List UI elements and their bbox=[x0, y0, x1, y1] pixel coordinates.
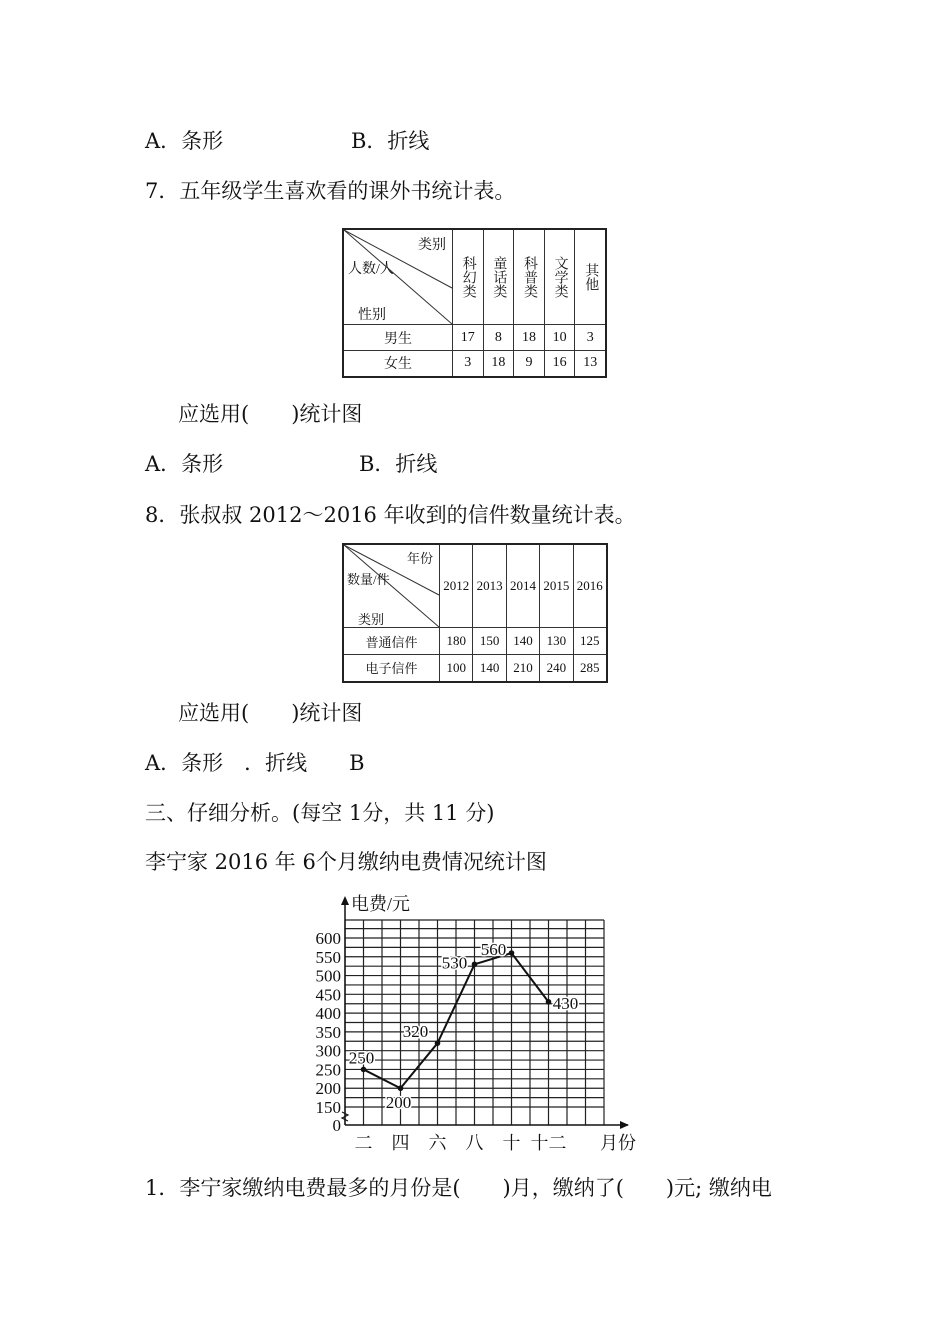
y-tick-label: 0 bbox=[332, 1116, 341, 1135]
x-tick-label: 八 bbox=[465, 1133, 484, 1153]
table-cell: 240 bbox=[540, 655, 573, 682]
q8-col-header: 2015 bbox=[540, 544, 573, 628]
data-point bbox=[435, 1040, 441, 1046]
table-cell: 9 bbox=[514, 351, 545, 377]
q7-corner-top: 类别 bbox=[418, 238, 446, 253]
data-label: 200 bbox=[385, 1093, 412, 1113]
x-tick-label: 十二 bbox=[530, 1133, 567, 1153]
chart-svg bbox=[300, 890, 650, 1160]
q8-col-header: 2014 bbox=[506, 544, 539, 628]
q8-col-header: 2013 bbox=[473, 544, 506, 628]
q8-corner-top: 年份 bbox=[406, 551, 433, 566]
q8-corner-bottom: 类别 bbox=[358, 612, 385, 627]
table-cell: 100 bbox=[440, 655, 473, 682]
q7-col-header: 童话类 bbox=[483, 229, 514, 325]
q1-text: 1．李宁家缴纳电费最多的月份是( )月，缴纳了( )元; 缴纳电 bbox=[145, 1176, 772, 1200]
q8-col-header: 2016 bbox=[573, 544, 607, 628]
y-tick-label: 500 bbox=[315, 966, 341, 986]
q6-option-a: A．条形 bbox=[145, 129, 224, 153]
q7-corner-bottom: 性别 bbox=[358, 308, 386, 323]
y-tick-label: 150 bbox=[315, 1098, 341, 1117]
x-tick-label: 六 bbox=[428, 1133, 447, 1153]
table-cell: 18 bbox=[483, 351, 514, 377]
y-tick-label: 400 bbox=[315, 1004, 341, 1024]
q8-corner-mid: 数量/件 bbox=[347, 572, 390, 587]
y-tick-label: 350 bbox=[315, 1022, 341, 1042]
q7-prompt: 应选用( )统计图 bbox=[178, 402, 363, 426]
data-label: 320 bbox=[402, 1022, 429, 1042]
q7-corner-header bbox=[343, 229, 453, 325]
q7-col-header: 科普类 bbox=[514, 229, 545, 325]
y-tick-label: 250 bbox=[315, 1060, 341, 1080]
data-label: 560 bbox=[480, 940, 507, 960]
table-row bbox=[343, 655, 607, 682]
q8-table bbox=[342, 543, 608, 683]
y-tick-label: 200 bbox=[315, 1079, 341, 1099]
q7-corner-mid: 人数/人 bbox=[348, 262, 394, 277]
q8-prompt: 应选用( )统计图 bbox=[178, 701, 363, 725]
section-heading: 三、仔细分析。(每空 1分，共 11 分) bbox=[145, 801, 495, 825]
row-label: 女生 bbox=[343, 351, 453, 377]
table-cell: 210 bbox=[506, 655, 539, 682]
table-cell: 8 bbox=[483, 325, 514, 351]
table-cell: 3 bbox=[575, 325, 606, 351]
row-label: 普通信件 bbox=[343, 628, 440, 655]
x-tick-label: 四 bbox=[391, 1133, 410, 1153]
axis-break-icon bbox=[342, 1112, 348, 1121]
chart-title: 李宁家 2016 年 6个月缴纳电费情况统计图 bbox=[145, 850, 547, 874]
q7-col-header: 其他 bbox=[575, 229, 606, 325]
y-tick-label: 450 bbox=[315, 985, 341, 1005]
data-point bbox=[546, 999, 552, 1005]
table-cell: 125 bbox=[573, 628, 607, 655]
electricity-chart bbox=[300, 890, 650, 1160]
x-axis-arrow bbox=[620, 1121, 629, 1129]
table-row bbox=[343, 351, 606, 377]
q8-options: A．条形 ．折线 B bbox=[145, 751, 365, 775]
data-label: 530 bbox=[441, 953, 468, 973]
x-tick-label: 二 bbox=[354, 1133, 373, 1153]
q6-option-b: B．折线 bbox=[351, 129, 430, 153]
x-tick-label: 十 bbox=[502, 1133, 521, 1153]
table-cell: 180 bbox=[440, 628, 473, 655]
table-cell: 3 bbox=[453, 351, 484, 377]
q7-title: 7．五年级学生喜欢看的课外书统计表。 bbox=[145, 179, 516, 203]
q7-col-header: 文学类 bbox=[544, 229, 575, 325]
data-point bbox=[472, 961, 478, 967]
data-point bbox=[398, 1085, 404, 1091]
y-tick-label: 600 bbox=[315, 929, 341, 948]
table-cell: 130 bbox=[540, 628, 573, 655]
table-cell: 16 bbox=[544, 351, 575, 377]
table-cell: 17 bbox=[453, 325, 484, 351]
table-row bbox=[343, 325, 606, 351]
data-label: 250 bbox=[348, 1048, 375, 1068]
q7-option-a: A．条形 bbox=[145, 452, 224, 476]
y-tick-label: 550 bbox=[315, 947, 341, 967]
y-axis-label: 电费/元 bbox=[351, 894, 411, 914]
q8-corner-header bbox=[343, 544, 440, 628]
table-cell: 285 bbox=[573, 655, 607, 682]
data-point bbox=[509, 950, 515, 956]
table-cell: 18 bbox=[514, 325, 545, 351]
q7-option-b: B．折线 bbox=[359, 452, 438, 476]
table-cell: 10 bbox=[544, 325, 575, 351]
y-axis-arrow bbox=[341, 896, 349, 905]
table-cell: 140 bbox=[506, 628, 539, 655]
data-label: 430 bbox=[552, 993, 579, 1013]
q7-table bbox=[342, 228, 607, 378]
table-row bbox=[343, 628, 607, 655]
q8-col-header: 2012 bbox=[440, 544, 473, 628]
x-axis-label: 月份 bbox=[600, 1133, 636, 1153]
q7-col-header: 科幻类 bbox=[453, 229, 484, 325]
data-point bbox=[361, 1067, 367, 1073]
table-cell: 140 bbox=[473, 655, 506, 682]
table-cell: 150 bbox=[473, 628, 506, 655]
row-label: 男生 bbox=[343, 325, 453, 351]
y-tick-label: 300 bbox=[315, 1041, 341, 1061]
table-cell: 13 bbox=[575, 351, 606, 377]
q8-title: 8．张叔叔 2012～2016 年收到的信件数量统计表。 bbox=[145, 503, 636, 527]
row-label: 电子信件 bbox=[343, 655, 440, 682]
